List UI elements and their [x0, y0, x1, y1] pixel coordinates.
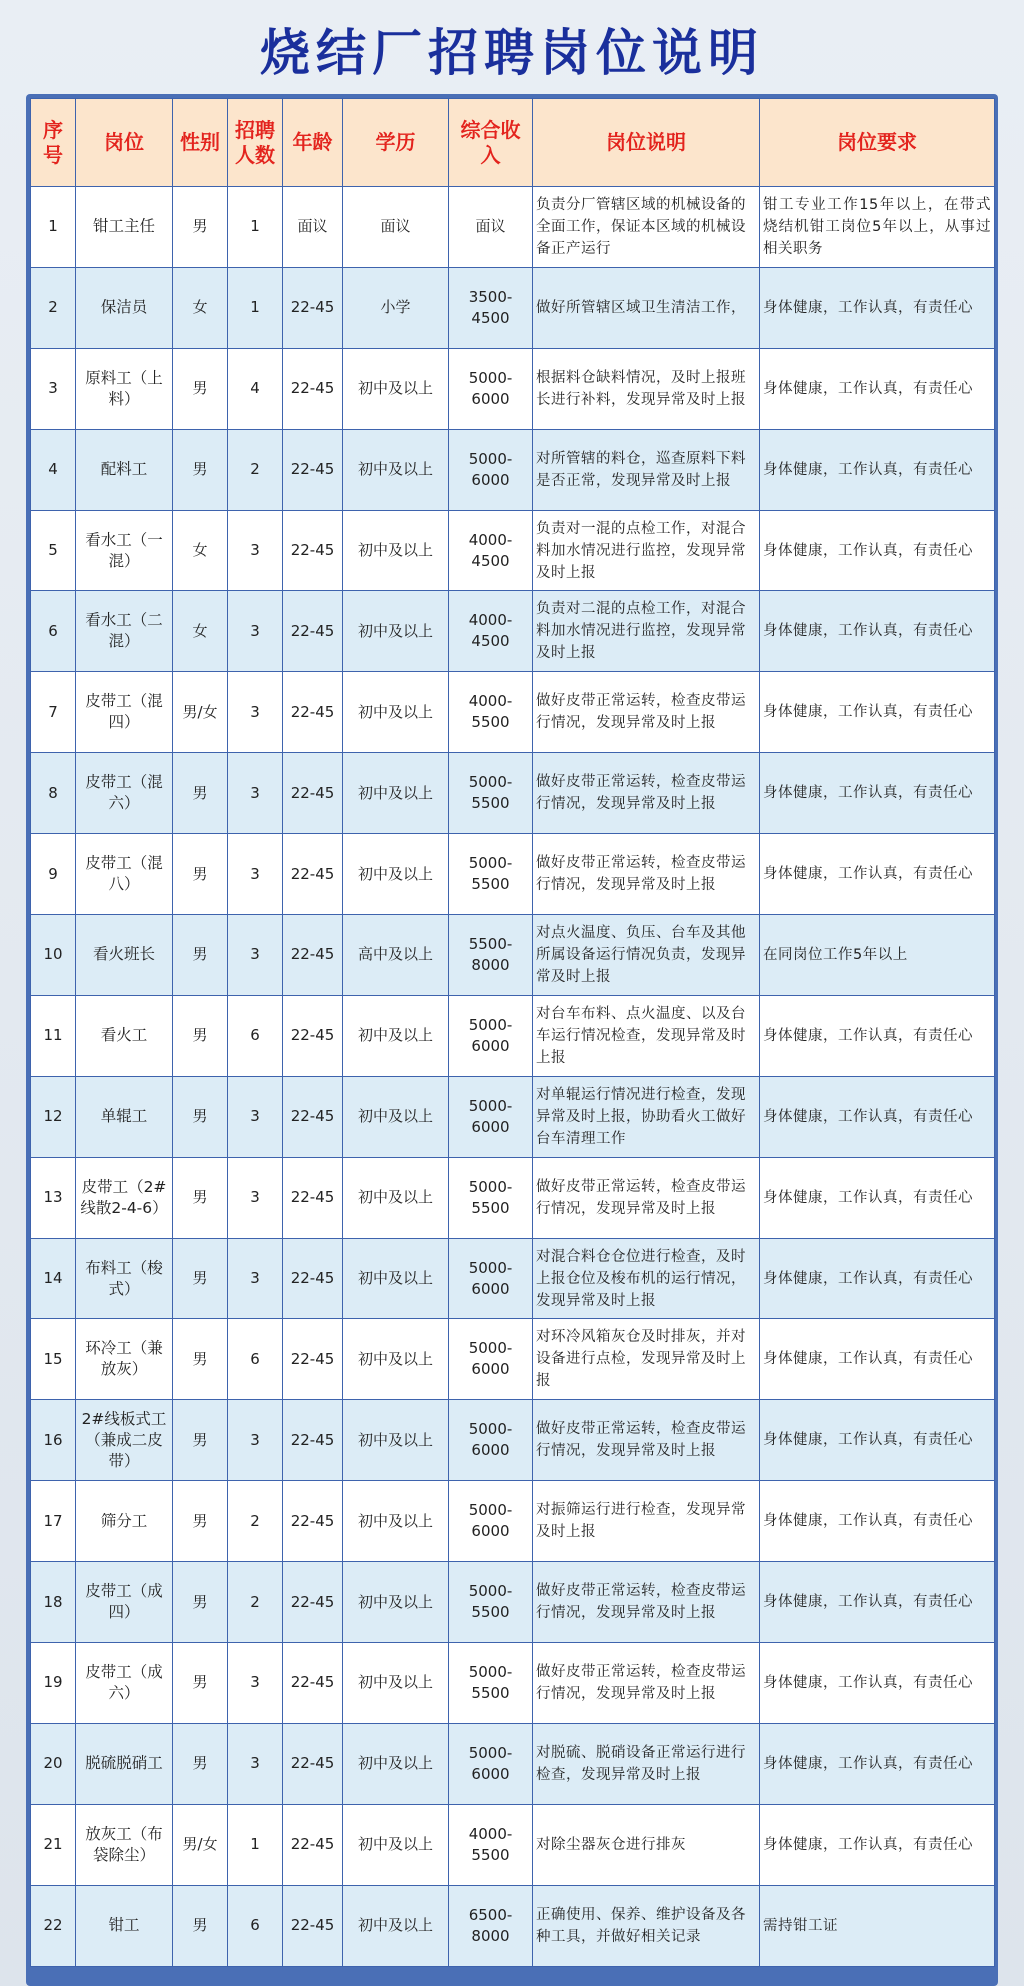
cell-requirement: 身体健康，工作认真，有责任心 [760, 1643, 995, 1724]
cell-income: 5000-6000 [449, 1319, 533, 1400]
cell-count: 2 [228, 1481, 283, 1562]
cell-count: 1 [228, 1804, 283, 1885]
cell-no: 6 [31, 591, 76, 672]
cell-description: 根据料仓缺料情况，及时上报班长进行补料，发现异常及时上报 [533, 348, 760, 429]
cell-requirement: 身体健康，工作认真，有责任心 [760, 267, 995, 348]
table-body [31, 187, 995, 1967]
cell-requirement: 需持钳工证 [760, 1885, 995, 1966]
cell-gender: 男 [173, 1076, 228, 1157]
cell-no: 3 [31, 348, 76, 429]
table-row [31, 1076, 995, 1157]
cell-description: 做好皮带正常运转，检查皮带运行情况，发现异常及时上报 [533, 753, 760, 834]
cell-position: 皮带工（成四） [76, 1562, 173, 1643]
cell-no: 8 [31, 753, 76, 834]
cell-no: 21 [31, 1804, 76, 1885]
cell-age: 22-45 [283, 591, 343, 672]
table-row [31, 348, 995, 429]
cell-income: 4000-4500 [449, 591, 533, 672]
cell-requirement: 身体健康，工作认真，有责任心 [760, 591, 995, 672]
cell-age: 22-45 [283, 348, 343, 429]
cell-no: 18 [31, 1562, 76, 1643]
cell-description: 对环冷风箱灰仓及时排灰，并对设备进行点检，发现异常及时上报 [533, 1319, 760, 1400]
cell-count: 3 [228, 1238, 283, 1319]
cell-requirement: 身体健康，工作认真，有责任心 [760, 1076, 995, 1157]
table-row [31, 1804, 995, 1885]
cell-gender: 男 [173, 1643, 228, 1724]
header-income: 综合收入 [449, 99, 533, 187]
cell-no: 4 [31, 429, 76, 510]
cell-position: 原料工（上料） [76, 348, 173, 429]
cell-income: 5000-6000 [449, 1723, 533, 1804]
cell-position: 看水工（二混） [76, 591, 173, 672]
cell-position: 看水工（一混） [76, 510, 173, 591]
table-row [31, 510, 995, 591]
cell-position: 皮带工（成六） [76, 1643, 173, 1724]
cell-description: 负责对一混的点检工作，对混合料加水情况进行监控，发现异常及时上报 [533, 510, 760, 591]
cell-no: 19 [31, 1643, 76, 1724]
cell-requirement: 身体健康，工作认真，有责任心 [760, 1400, 995, 1481]
cell-description: 做好所管辖区域卫生清洁工作， [533, 267, 760, 348]
cell-position: 脱硫脱硝工 [76, 1723, 173, 1804]
cell-position: 配料工 [76, 429, 173, 510]
cell-description: 正确使用、保养、维护设备及各种工具，并做好相关记录 [533, 1885, 760, 1966]
header-description: 岗位说明 [533, 99, 760, 187]
cell-age: 22-45 [283, 1319, 343, 1400]
cell-position: 皮带工（混八） [76, 834, 173, 915]
cell-education: 初中及以上 [343, 753, 449, 834]
cell-description: 负责对二混的点检工作，对混合料加水情况进行监控，发现异常及时上报 [533, 591, 760, 672]
cell-position: 看火工 [76, 995, 173, 1076]
cell-no: 11 [31, 995, 76, 1076]
cell-requirement: 身体健康，工作认真，有责任心 [760, 1481, 995, 1562]
cell-position: 放灰工（布袋除尘） [76, 1804, 173, 1885]
cell-education: 初中及以上 [343, 1400, 449, 1481]
cell-income: 5000-6000 [449, 429, 533, 510]
cell-count: 6 [228, 995, 283, 1076]
cell-description: 对单辊运行情况进行检查，发现异常及时上报，协助看火工做好台车清理工作 [533, 1076, 760, 1157]
cell-count: 3 [228, 510, 283, 591]
cell-count: 3 [228, 1643, 283, 1724]
cell-income: 5000-6000 [449, 1076, 533, 1157]
cell-age: 22-45 [283, 1157, 343, 1238]
cell-income: 4000-5500 [449, 1804, 533, 1885]
cell-education: 初中及以上 [343, 672, 449, 753]
header-age: 年龄 [283, 99, 343, 187]
cell-income: 5000-5500 [449, 1157, 533, 1238]
cell-education: 初中及以上 [343, 1804, 449, 1885]
cell-gender: 男/女 [173, 672, 228, 753]
cell-age: 22-45 [283, 429, 343, 510]
cell-gender: 男 [173, 429, 228, 510]
table-row [31, 1319, 995, 1400]
cell-position: 皮带工（2#线散2-4-6） [76, 1157, 173, 1238]
cell-no: 9 [31, 834, 76, 915]
cell-age: 22-45 [283, 1562, 343, 1643]
cell-education: 初中及以上 [343, 429, 449, 510]
table-row [31, 429, 995, 510]
cell-gender: 男 [173, 187, 228, 268]
cell-education: 初中及以上 [343, 1481, 449, 1562]
recruitment-table [30, 98, 995, 1967]
cell-gender: 男 [173, 348, 228, 429]
cell-age: 22-45 [283, 753, 343, 834]
cell-income: 5000-6000 [449, 1481, 533, 1562]
cell-gender: 男 [173, 995, 228, 1076]
cell-gender: 男 [173, 1238, 228, 1319]
cell-count: 3 [228, 915, 283, 996]
cell-no: 7 [31, 672, 76, 753]
cell-income: 5000-6000 [449, 1400, 533, 1481]
cell-age: 面议 [283, 187, 343, 268]
cell-count: 3 [228, 672, 283, 753]
cell-gender: 男/女 [173, 1804, 228, 1885]
cell-requirement: 在同岗位工作5年以上 [760, 915, 995, 996]
cell-requirement: 身体健康，工作认真，有责任心 [760, 995, 995, 1076]
cell-requirement: 身体健康，工作认真，有责任心 [760, 348, 995, 429]
cell-no: 10 [31, 915, 76, 996]
cell-description: 做好皮带正常运转，检查皮带运行情况，发现异常及时上报 [533, 672, 760, 753]
table-row [31, 1723, 995, 1804]
cell-income: 5000-5500 [449, 834, 533, 915]
cell-no: 5 [31, 510, 76, 591]
cell-age: 22-45 [283, 510, 343, 591]
cell-income: 5000-5500 [449, 1562, 533, 1643]
cell-count: 2 [228, 1562, 283, 1643]
cell-age: 22-45 [283, 915, 343, 996]
header-position: 岗位 [76, 99, 173, 187]
cell-count: 1 [228, 187, 283, 268]
cell-gender: 女 [173, 510, 228, 591]
cell-requirement: 身体健康，工作认真，有责任心 [760, 510, 995, 591]
cell-education: 初中及以上 [343, 834, 449, 915]
cell-no: 1 [31, 187, 76, 268]
cell-count: 2 [228, 429, 283, 510]
cell-gender: 男 [173, 1400, 228, 1481]
cell-count: 3 [228, 1076, 283, 1157]
table-row [31, 672, 995, 753]
cell-position: 布料工（梭式） [76, 1238, 173, 1319]
cell-age: 22-45 [283, 1076, 343, 1157]
cell-no: 16 [31, 1400, 76, 1481]
table-row [31, 834, 995, 915]
table-row [31, 1562, 995, 1643]
table-row [31, 267, 995, 348]
header-row [31, 99, 995, 187]
cell-count: 3 [228, 1723, 283, 1804]
cell-position: 钳工主任 [76, 187, 173, 268]
cell-description: 对除尘器灰仓进行排灰 [533, 1804, 760, 1885]
table-row [31, 1885, 995, 1966]
cell-age: 22-45 [283, 995, 343, 1076]
cell-position: 保洁员 [76, 267, 173, 348]
cell-position: 钳工 [76, 1885, 173, 1966]
cell-education: 初中及以上 [343, 1643, 449, 1724]
cell-education: 初中及以上 [343, 995, 449, 1076]
cell-no: 15 [31, 1319, 76, 1400]
cell-age: 22-45 [283, 1238, 343, 1319]
cell-age: 22-45 [283, 1481, 343, 1562]
cell-education: 小学 [343, 267, 449, 348]
table-row [31, 995, 995, 1076]
table-row [31, 1157, 995, 1238]
cell-count: 4 [228, 348, 283, 429]
cell-count: 6 [228, 1319, 283, 1400]
cell-gender: 男 [173, 753, 228, 834]
cell-age: 22-45 [283, 1400, 343, 1481]
cell-income: 4000-4500 [449, 510, 533, 591]
cell-count: 3 [228, 591, 283, 672]
cell-education: 初中及以上 [343, 1562, 449, 1643]
table-row [31, 1481, 995, 1562]
cell-count: 3 [228, 753, 283, 834]
cell-gender: 男 [173, 1157, 228, 1238]
cell-gender: 男 [173, 1481, 228, 1562]
cell-income: 5000-6000 [449, 348, 533, 429]
cell-age: 22-45 [283, 1643, 343, 1724]
cell-description: 负责分厂管辖区域的机械设备的全面工作，保证本区域的机械设备正产运行 [533, 187, 760, 268]
cell-age: 22-45 [283, 1804, 343, 1885]
table-row [31, 753, 995, 834]
table-row [31, 1238, 995, 1319]
cell-position: 筛分工 [76, 1481, 173, 1562]
cell-requirement: 身体健康，工作认真，有责任心 [760, 429, 995, 510]
cell-description: 做好皮带正常运转，检查皮带运行情况，发现异常及时上报 [533, 834, 760, 915]
cell-description: 对台车布料、点火温度、以及台车运行情况检查，发现异常及时上报 [533, 995, 760, 1076]
cell-position: 单辊工 [76, 1076, 173, 1157]
cell-education: 初中及以上 [343, 1885, 449, 1966]
cell-age: 22-45 [283, 834, 343, 915]
header-gender: 性别 [173, 99, 228, 187]
cell-requirement: 身体健康，工作认真，有责任心 [760, 1319, 995, 1400]
cell-education: 初中及以上 [343, 1076, 449, 1157]
cell-description: 做好皮带正常运转，检查皮带运行情况，发现异常及时上报 [533, 1562, 760, 1643]
cell-gender: 男 [173, 834, 228, 915]
cell-education: 初中及以上 [343, 591, 449, 672]
cell-education: 初中及以上 [343, 1157, 449, 1238]
cell-no: 14 [31, 1238, 76, 1319]
cell-count: 3 [228, 1157, 283, 1238]
cell-gender: 男 [173, 1562, 228, 1643]
cell-education: 初中及以上 [343, 1723, 449, 1804]
cell-education: 初中及以上 [343, 510, 449, 591]
cell-education: 初中及以上 [343, 1319, 449, 1400]
cell-position: 2#线板式工（兼成二皮带） [76, 1400, 173, 1481]
table-row [31, 1643, 995, 1724]
page-title: 烧结厂招聘岗位说明 [260, 24, 764, 82]
cell-description: 对振筛运行进行检查，发现异常及时上报 [533, 1481, 760, 1562]
cell-description: 对点火温度、负压、台车及其他所属设备运行情况负责，发现异常及时上报 [533, 915, 760, 996]
header-education: 学历 [343, 99, 449, 187]
cell-gender: 女 [173, 267, 228, 348]
cell-income: 5000-5500 [449, 1643, 533, 1724]
cell-no: 20 [31, 1723, 76, 1804]
cell-gender: 女 [173, 591, 228, 672]
header-no: 序号 [31, 99, 76, 187]
cell-description: 做好皮带正常运转，检查皮带运行情况，发现异常及时上报 [533, 1643, 760, 1724]
cell-requirement: 身体健康，工作认真，有责任心 [760, 1562, 995, 1643]
cell-count: 1 [228, 267, 283, 348]
cell-count: 3 [228, 1400, 283, 1481]
cell-no: 12 [31, 1076, 76, 1157]
cell-requirement: 身体健康，工作认真，有责任心 [760, 672, 995, 753]
table-row [31, 1400, 995, 1481]
cell-requirement: 身体健康，工作认真，有责任心 [760, 1157, 995, 1238]
cell-no: 22 [31, 1885, 76, 1966]
table-row [31, 915, 995, 996]
cell-gender: 男 [173, 1885, 228, 1966]
cell-income: 5500-8000 [449, 915, 533, 996]
cell-requirement: 身体健康，工作认真，有责任心 [760, 1723, 995, 1804]
cell-requirement: 身体健康，工作认真，有责任心 [760, 1804, 995, 1885]
cell-education: 高中及以上 [343, 915, 449, 996]
cell-description: 做好皮带正常运转，检查皮带运行情况，发现异常及时上报 [533, 1157, 760, 1238]
cell-education: 面议 [343, 187, 449, 268]
cell-position: 环冷工（兼放灰） [76, 1319, 173, 1400]
cell-gender: 男 [173, 1723, 228, 1804]
cell-income: 3500-4500 [449, 267, 533, 348]
cell-age: 22-45 [283, 1723, 343, 1804]
cell-gender: 男 [173, 915, 228, 996]
cell-income: 6500-8000 [449, 1885, 533, 1966]
cell-requirement: 身体健康，工作认真，有责任心 [760, 834, 995, 915]
cell-gender: 男 [173, 1319, 228, 1400]
cell-position: 皮带工（混六） [76, 753, 173, 834]
cell-no: 17 [31, 1481, 76, 1562]
cell-income: 4000-5500 [449, 672, 533, 753]
cell-position: 看火班长 [76, 915, 173, 996]
cell-income: 5000-6000 [449, 995, 533, 1076]
cell-requirement: 钳工专业工作15年以上，在带式烧结机钳工岗位5年以上，从事过相关职务 [760, 187, 995, 268]
cell-description: 对混合料仓仓位进行检查，及时上报仓位及梭布机的运行情况，发现异常及时上报 [533, 1238, 760, 1319]
table-row [31, 591, 995, 672]
cell-requirement: 身体健康，工作认真，有责任心 [760, 753, 995, 834]
header-count: 招聘人数 [228, 99, 283, 187]
cell-age: 22-45 [283, 1885, 343, 1966]
table-row [31, 187, 995, 268]
cell-description: 对所管辖的料仓，巡查原料下料是否正常，发现异常及时上报 [533, 429, 760, 510]
cell-description: 对脱硫、脱硝设备正常运行进行检查，发现异常及时上报 [533, 1723, 760, 1804]
cell-no: 13 [31, 1157, 76, 1238]
cell-count: 3 [228, 834, 283, 915]
cell-education: 初中及以上 [343, 1238, 449, 1319]
cell-education: 初中及以上 [343, 348, 449, 429]
cell-income: 5000-6000 [449, 1238, 533, 1319]
cell-income: 面议 [449, 187, 533, 268]
header-requirement: 岗位要求 [760, 99, 995, 187]
cell-no: 2 [31, 267, 76, 348]
cell-description: 做好皮带正常运转，检查皮带运行情况，发现异常及时上报 [533, 1400, 760, 1481]
cell-income: 5000-5500 [449, 753, 533, 834]
cell-position: 皮带工（混四） [76, 672, 173, 753]
cell-requirement: 身体健康，工作认真，有责任心 [760, 1238, 995, 1319]
cell-count: 6 [228, 1885, 283, 1966]
cell-age: 22-45 [283, 267, 343, 348]
cell-age: 22-45 [283, 672, 343, 753]
